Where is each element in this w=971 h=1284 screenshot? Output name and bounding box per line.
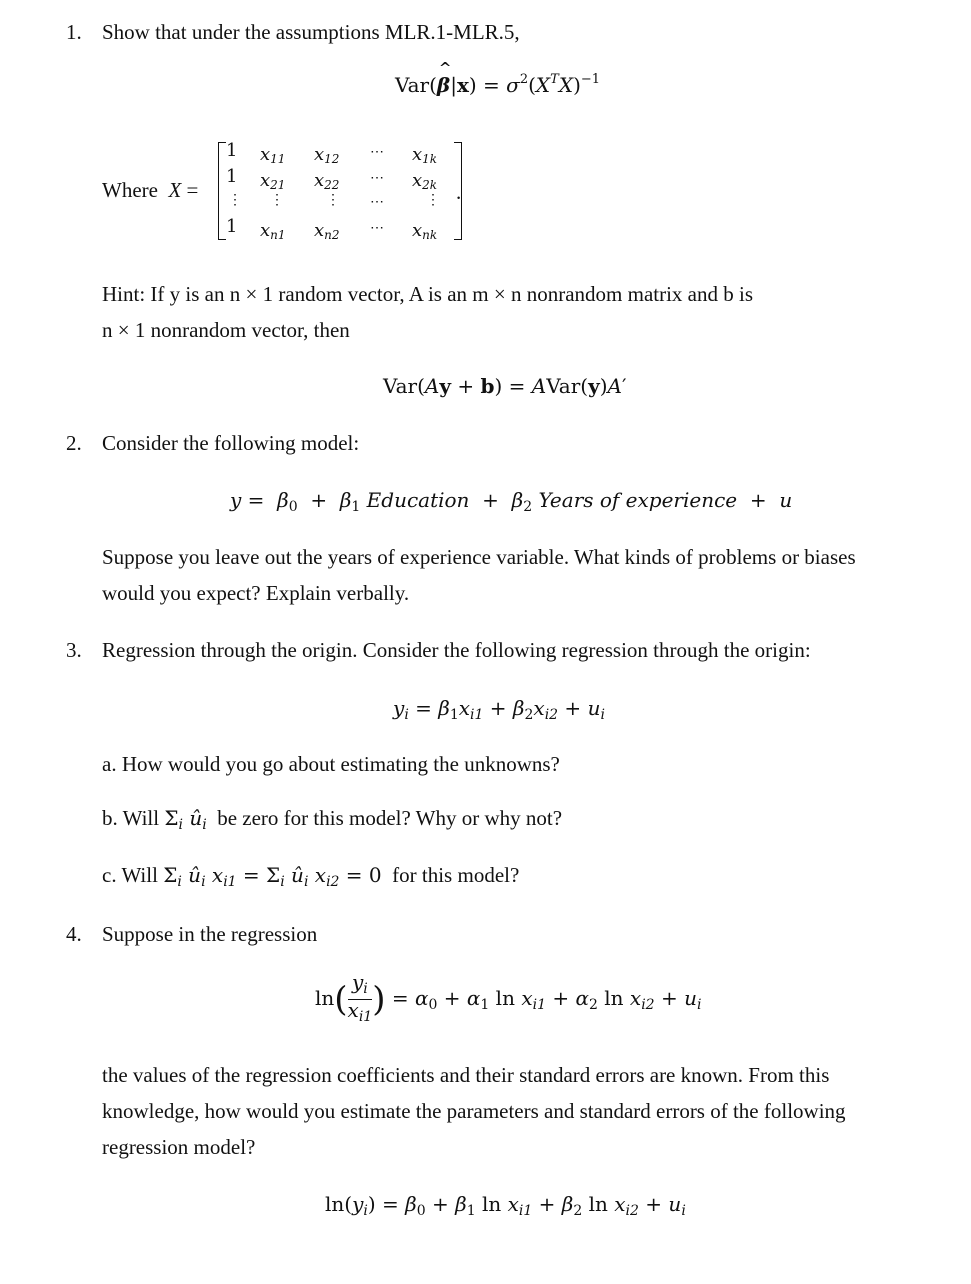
matrix-cell: x21 <box>260 170 286 192</box>
matrix-dots: ⋯ <box>370 144 384 160</box>
q3-number: 3. <box>66 638 82 662</box>
variance-rule-equation: Var(Ay + b) = AVar(y)A′ <box>383 374 627 398</box>
matrix-cell: xn2 <box>314 220 340 242</box>
q2-prompt: Consider the following model: <box>102 431 360 455</box>
matrix-cell: 1 <box>226 166 238 187</box>
q3-prompt: Regression through the origin. Consider the following regression through the origin: <box>102 638 811 662</box>
matrix-vdots: ⋮ <box>228 192 242 208</box>
model4b-equation: $\ln(y_i) = \beta_0 + \beta_1$ $\ln x_{i1} + \beta_2$ $\ln x_{i2} + u_i$ <box>325 1192 686 1219</box>
var-beta-equation: Var(^ $\beta|x) = \sigma^2(X^TX)^{-1}$ <box>395 72 600 97</box>
matrix-dots: ⋯ <box>370 220 384 236</box>
matrix-cell: 1 <box>226 140 238 161</box>
matrix-cell: 1 <box>226 216 238 237</box>
matrix-cell: x12 <box>314 144 340 166</box>
matrix-cell: xnk <box>412 220 438 242</box>
q3-part-a: a. How would you go about estimating the unknowns? <box>102 752 560 776</box>
q4-number: 4. <box>66 922 82 946</box>
matrix-period: . <box>456 180 462 204</box>
matrix-where-label: Where X = <box>102 178 199 202</box>
q1-prompt: Show that under the assumptions MLR.1-MLR.5, <box>102 20 520 44</box>
q4-text-line3: regression model? <box>102 1135 256 1159</box>
design-matrix-X <box>218 138 462 242</box>
q2-number: 2. <box>66 431 82 455</box>
q4-prompt: Suppose in the regression <box>102 922 318 946</box>
matrix-cell: x1k <box>412 144 438 166</box>
q1-hint-line1: Hint: If y is an n × 1 random vector, A is an m × n nonrandom matrix and b is <box>102 282 753 306</box>
q3-part-b: b. Will $\Sigma_i$ $û_i$ be zero for this model? Why or why not? <box>102 806 563 833</box>
q2-text-line1: Suppose you leave out the years of experience variable. What kinds of problems or biases <box>102 545 856 569</box>
q4-text-line2: knowledge, how would you estimate the parameters and standard errors of the following <box>102 1099 846 1123</box>
model4a-equation: ln( $\frac{y_i}{x_{i1}}$ ) = $\alpha_0 + \alpha_1$ $\ln x_{i1} + \alpha_2$ $\ln x_{i2} + u_i$ <box>315 970 702 1025</box>
matrix-vdots: ⋮ <box>270 192 284 208</box>
matrix-cell: x22 <box>314 170 340 192</box>
matrix-left-bracket <box>218 142 226 240</box>
matrix-vdots: ⋮ <box>426 192 440 208</box>
matrix-vdots: ⋮ <box>326 192 340 208</box>
q1-number: 1. <box>66 20 82 44</box>
matrix-cell: x11 <box>260 144 286 166</box>
matrix-cell: x2k <box>412 170 438 192</box>
q1-hint-line2: n × 1 nonrandom vector, then <box>102 318 350 342</box>
model2-equation: $y = \beta_0 + \beta_1$ Education + $\beta_2$ Years of experience + u <box>230 488 793 515</box>
matrix-cell: xn1 <box>260 220 286 242</box>
matrix-dots: ⋯ <box>370 170 384 186</box>
matrix-dots: ⋯ <box>370 194 384 210</box>
q2-text-line2: would you expect? Explain verbally. <box>102 581 410 605</box>
q4-text-line1: the values of the regression coefficients and their standard errors are known. From this <box>102 1063 830 1087</box>
q3-part-c: c. Will $\Sigma_i$ $û_i$ $x_{i1} = \Sigma_i$ $û_i$ $x_{i2} = 0$ for this model? <box>102 863 520 890</box>
model3-equation: $y_i = \beta_1x_{i1} + \beta_2x_{i2} + u_i$ <box>393 696 605 723</box>
